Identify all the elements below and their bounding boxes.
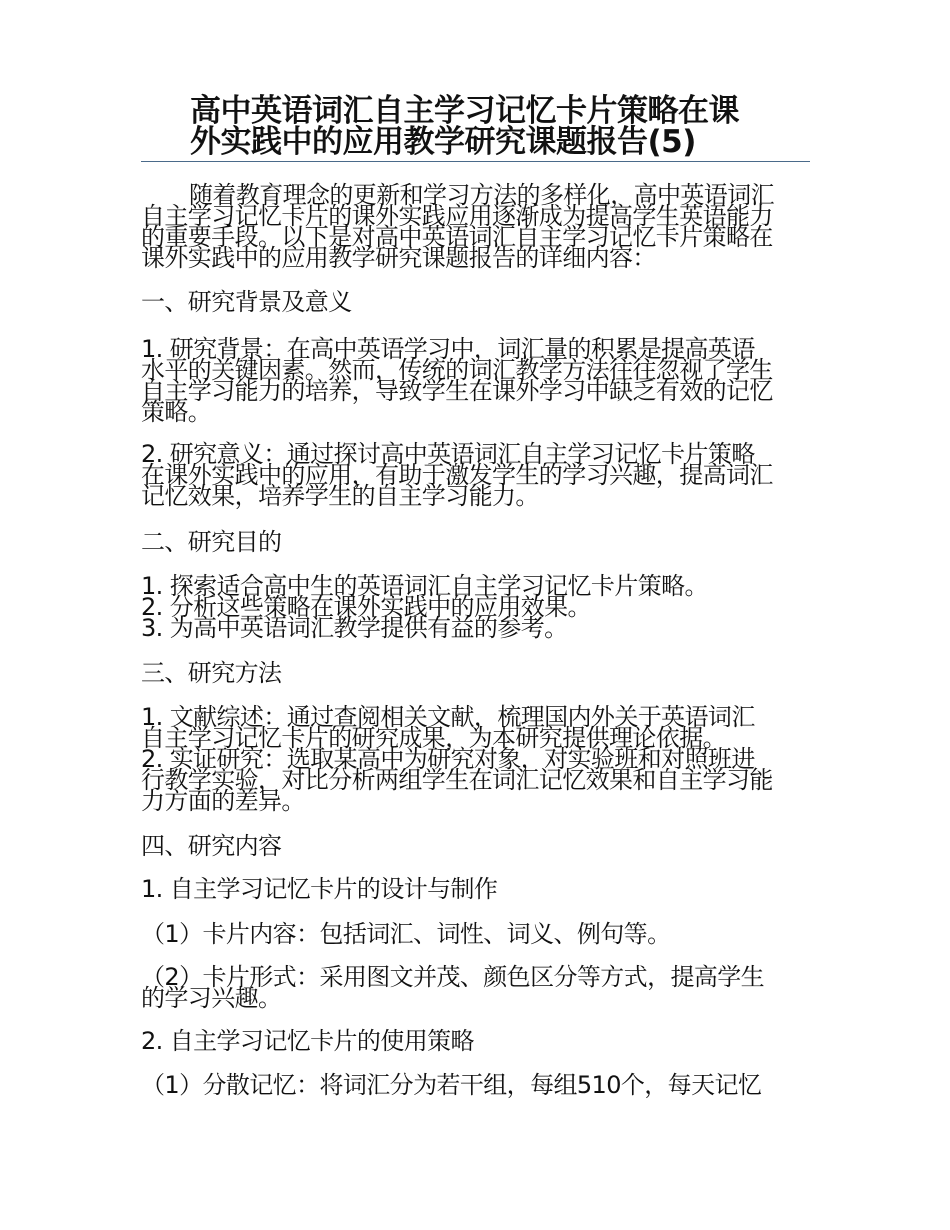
section-heading-methods bbox=[141, 659, 810, 687]
section-heading: 二、研究目的 bbox=[141, 528, 282, 556]
intro-paragraph bbox=[141, 181, 810, 272]
section-heading-background bbox=[141, 288, 810, 316]
paragraph-line: 2. 研究意义：通过探讨高中英语词汇自主学习记忆卡片策略 bbox=[141, 440, 755, 468]
list-item: （1）分散记忆：将词汇分为若干组，每组510个，每天记忆 bbox=[141, 1071, 762, 1099]
paragraph-line: 记忆效果，培养学生的自主学习能力。 bbox=[141, 482, 539, 510]
paragraph-line: 自主学习记忆卡片的研究成果，为本研究提供理论依据。 bbox=[141, 724, 726, 752]
subsection-heading: 2. 自主学习记忆卡片的使用策略 bbox=[141, 1027, 474, 1055]
subsection-card-design bbox=[141, 875, 810, 903]
list-item: （1）卡片内容：包括词汇、词性、词义、例句等。 bbox=[141, 920, 671, 948]
intro-line: 的重要手段。以下是对高中英语词汇自主学习记忆卡片策略在 bbox=[141, 223, 773, 251]
paragraph-line: 1. 研究背景：在高中英语学习中，词汇量的积累是提高英语 bbox=[141, 335, 755, 363]
list-item: （2）卡片形式：采用图文并茂、颜色区分等方式，提高学生 bbox=[141, 963, 765, 991]
distributed-memory-item bbox=[141, 1071, 810, 1099]
section-heading-content bbox=[141, 832, 810, 860]
card-content-item bbox=[141, 920, 810, 948]
section-heading: 四、研究内容 bbox=[141, 832, 282, 860]
section-heading: 三、研究方法 bbox=[141, 659, 282, 687]
title-line-1: 高中英语词汇自主学习记忆卡片策略在课 bbox=[190, 93, 739, 129]
research-significance-paragraph bbox=[141, 440, 810, 510]
title-underline bbox=[141, 161, 810, 162]
purpose-list bbox=[141, 572, 810, 642]
card-format-item bbox=[141, 963, 810, 1012]
document-title bbox=[190, 93, 820, 160]
list-item: 的学习兴趣。 bbox=[141, 984, 282, 1012]
paragraph-line: 行教学实验，对比分析两组学生在词汇记忆效果和自主学习能 bbox=[141, 766, 773, 794]
paragraph-line: 1. 文献综述：通过查阅相关文献，梳理国内外关于英语词汇 bbox=[141, 703, 755, 731]
section-heading: 一、研究背景及意义 bbox=[141, 288, 352, 316]
methods-paragraph bbox=[141, 703, 810, 815]
title-line-2: 外实践中的应用教学研究课题报告(5) bbox=[190, 124, 696, 160]
section-heading-purpose bbox=[141, 528, 810, 556]
paragraph-line: 2. 实证研究：选取某高中为研究对象，对实验班和对照班进 bbox=[141, 745, 755, 773]
list-item: 2. 分析这些策略在课外实践中的应用效果。 bbox=[141, 593, 591, 621]
intro-line: 课外实践中的应用教学研究课题报告的详细内容： bbox=[141, 244, 656, 272]
intro-line: 自主学习记忆卡片的课外实践应用逐渐成为提高学生英语能力 bbox=[141, 202, 773, 230]
subsection-heading: 1. 自主学习记忆卡片的设计与制作 bbox=[141, 875, 498, 903]
paragraph-line: 在课外实践中的应用，有助于激发学生的学习兴趣，提高词汇 bbox=[141, 461, 773, 489]
intro-line: 随着教育理念的更新和学习方法的多样化，高中英语词汇 bbox=[189, 181, 774, 209]
subsection-card-usage bbox=[141, 1027, 810, 1055]
paragraph-line: 水平的关键因素。然而，传统的词汇教学方法往往忽视了学生 bbox=[141, 356, 773, 384]
list-item: 1. 探索适合高中生的英语词汇自主学习记忆卡片策略。 bbox=[141, 572, 708, 600]
paragraph-line: 策略。 bbox=[141, 398, 212, 426]
paragraph-line: 自主学习能力的培养，导致学生在课外学习中缺乏有效的记忆 bbox=[141, 377, 773, 405]
list-item: 3. 为高中英语词汇教学提供有益的参考。 bbox=[141, 614, 568, 642]
paragraph-line: 力方面的差异。 bbox=[141, 787, 305, 815]
research-background-paragraph bbox=[141, 335, 810, 426]
